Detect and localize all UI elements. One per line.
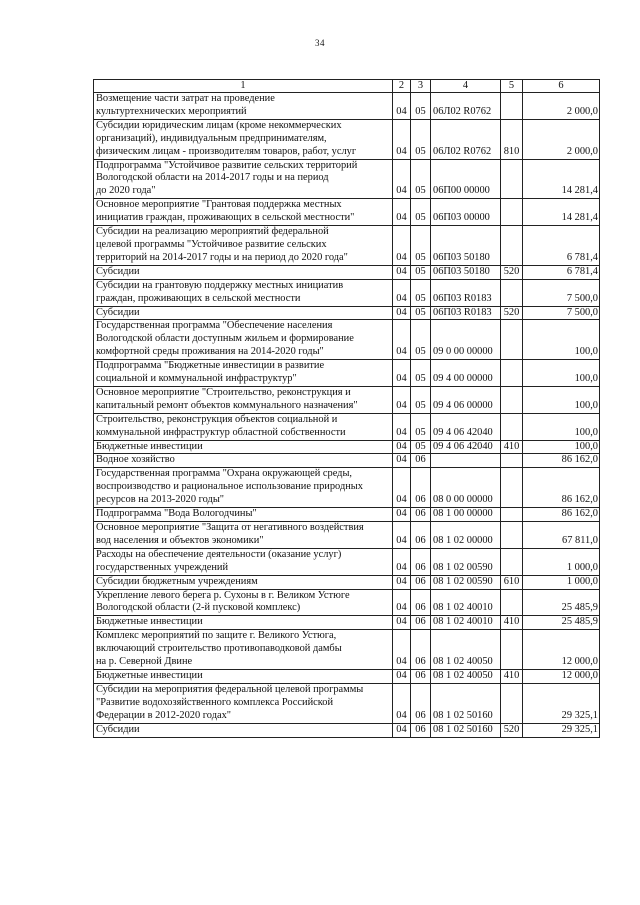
row-name: Строительство, реконструкция объектов социальной и коммунальной инфраструктур областной собственности: [94, 413, 393, 440]
row-amount: 14 281,4: [523, 159, 600, 199]
row-target-article: 06П00 00000: [431, 159, 501, 199]
row-amount: 6 781,4: [523, 265, 600, 279]
row-section: 04: [393, 508, 411, 522]
row-subsection: 05: [411, 265, 431, 279]
row-subsection: 05: [411, 360, 431, 387]
table-row: [94, 413, 600, 440]
row-target-article: 08 1 02 00000: [431, 522, 501, 549]
row-name: Расходы на обеспечение деятельности (оказание услуг) государственных учреждений: [94, 548, 393, 575]
row-amount: 86 162,0: [523, 468, 600, 508]
row-section: 04: [393, 454, 411, 468]
row-target-article: 08 1 02 50160: [431, 683, 501, 723]
row-subsection: 06: [411, 454, 431, 468]
row-section: 04: [393, 413, 411, 440]
row-expense-type: [501, 159, 523, 199]
table-row: [94, 616, 600, 630]
row-target-article: 09 0 00 00000: [431, 320, 501, 360]
row-name: Основное мероприятие "Защита от негативного воздействия вод населения и объектов экономики": [94, 522, 393, 549]
header-subsection: 3: [411, 80, 431, 93]
row-section: 04: [393, 440, 411, 454]
table-row: [94, 723, 600, 737]
table-row: [94, 575, 600, 589]
row-subsection: 05: [411, 226, 431, 266]
row-amount: 29 325,1: [523, 683, 600, 723]
row-subsection: 05: [411, 119, 431, 159]
row-amount: 100,0: [523, 360, 600, 387]
row-expense-type: [501, 93, 523, 120]
row-subsection: 05: [411, 306, 431, 320]
row-name: Укрепление левого берега р. Сухоны в г. Великом Устюге Вологодской области (2-й пусковой комплекс): [94, 589, 393, 616]
row-target-article: 06П03 R0183: [431, 279, 501, 306]
row-amount: 1 000,0: [523, 575, 600, 589]
row-target-article: 08 1 02 40050: [431, 630, 501, 670]
row-name: Водное хозяйство: [94, 454, 393, 468]
row-expense-type: [501, 413, 523, 440]
row-name: Субсидии юридическим лицам (кроме некоммерческих организаций), индивидуальным предпринимателям, физическим лицам - производителям товаров, работ, услуг: [94, 119, 393, 159]
row-amount: 12 000,0: [523, 669, 600, 683]
row-expense-type: 410: [501, 669, 523, 683]
row-target-article: 06П03 R0183: [431, 306, 501, 320]
row-expense-type: 410: [501, 616, 523, 630]
row-name: Субсидии на грантовую поддержку местных инициатив граждан, проживающих в сельской местности: [94, 279, 393, 306]
row-expense-type: 610: [501, 575, 523, 589]
row-target-article: 09 4 06 00000: [431, 386, 501, 413]
table-row: [94, 440, 600, 454]
row-name: Основное мероприятие "Строительство, реконструкция и капитальный ремонт объектов коммунального назначения": [94, 386, 393, 413]
row-subsection: 06: [411, 575, 431, 589]
row-amount: 86 162,0: [523, 454, 600, 468]
row-amount: 12 000,0: [523, 630, 600, 670]
row-expense-type: [501, 360, 523, 387]
table-row: [94, 683, 600, 723]
row-name: Государственная программа "Охрана окружающей среды, воспроизводство и рациональное использование природных ресурсов на 2013-2020 годы": [94, 468, 393, 508]
row-target-article: 06П03 50180: [431, 226, 501, 266]
table-body: [94, 93, 600, 738]
row-amount: 2 000,0: [523, 119, 600, 159]
row-name: Бюджетные инвестиции: [94, 440, 393, 454]
table-row: [94, 159, 600, 199]
row-amount: 100,0: [523, 440, 600, 454]
row-target-article: 08 1 02 00590: [431, 575, 501, 589]
row-section: 04: [393, 226, 411, 266]
row-section: 04: [393, 199, 411, 226]
table-header-row: [94, 80, 600, 93]
row-name: Комплекс мероприятий по защите г. Великого Устюга, включающий строительство противопаводковой дамбы на р. Северной Двине: [94, 630, 393, 670]
row-expense-type: [501, 320, 523, 360]
table-row: [94, 93, 600, 120]
row-subsection: 06: [411, 683, 431, 723]
row-expense-type: [501, 589, 523, 616]
row-expense-type: [501, 199, 523, 226]
row-name: Субсидии бюджетным учреждениям: [94, 575, 393, 589]
row-subsection: 05: [411, 159, 431, 199]
row-amount: 100,0: [523, 386, 600, 413]
row-subsection: 06: [411, 508, 431, 522]
row-name: Подпрограмма "Бюджетные инвестиции в развитие социальной и коммунальной инфраструктур": [94, 360, 393, 387]
header-expense-type: 5: [501, 80, 523, 93]
row-target-article: 06П03 50180: [431, 265, 501, 279]
row-amount: 86 162,0: [523, 508, 600, 522]
row-expense-type: 520: [501, 723, 523, 737]
row-expense-type: 520: [501, 306, 523, 320]
table-row: [94, 589, 600, 616]
row-amount: 25 485,9: [523, 616, 600, 630]
row-name: Подпрограмма "Устойчивое развитие сельских территорий Вологодской области на 2014-2017 годы и на период до 2020 года": [94, 159, 393, 199]
table-row: [94, 119, 600, 159]
row-target-article: 08 1 02 40050: [431, 669, 501, 683]
row-section: 04: [393, 669, 411, 683]
row-target-article: 08 1 00 00000: [431, 508, 501, 522]
header-target-article: 4: [431, 80, 501, 93]
table-row: [94, 669, 600, 683]
row-section: 04: [393, 360, 411, 387]
row-target-article: 08 1 02 00590: [431, 548, 501, 575]
row-section: 04: [393, 119, 411, 159]
row-name: Субсидии на реализацию мероприятий федеральной целевой программы "Устойчивое развитие сельских территорий на 2014-2017 годы и на период до 2020 года": [94, 226, 393, 266]
row-expense-type: [501, 522, 523, 549]
table-row: [94, 508, 600, 522]
table-row: [94, 226, 600, 266]
row-expense-type: 520: [501, 265, 523, 279]
table-row: [94, 386, 600, 413]
row-section: 04: [393, 683, 411, 723]
row-section: 04: [393, 589, 411, 616]
row-expense-type: [501, 279, 523, 306]
header-name: 1: [94, 80, 393, 93]
row-subsection: 06: [411, 630, 431, 670]
row-amount: 2 000,0: [523, 93, 600, 120]
row-target-article: 08 1 02 50160: [431, 723, 501, 737]
row-amount: 6 781,4: [523, 226, 600, 266]
row-subsection: 05: [411, 413, 431, 440]
row-expense-type: [501, 468, 523, 508]
row-target-article: [431, 454, 501, 468]
row-target-article: 06Л02 R0762: [431, 119, 501, 159]
row-section: 04: [393, 575, 411, 589]
row-target-article: 08 1 02 40010: [431, 616, 501, 630]
header-amount: 6: [523, 80, 600, 93]
row-name: Возмещение части затрат на проведение культуртехнических мероприятий: [94, 93, 393, 120]
table-row: [94, 360, 600, 387]
row-name: Основное мероприятие "Грантовая поддержка местных инициатив граждан, проживающих в сельской местности": [94, 199, 393, 226]
row-amount: 14 281,4: [523, 199, 600, 226]
row-name: Государственная программа "Обеспечение населения Вологодской области доступным жильем и формирование комфортной среды проживания на 2014-2020 годы": [94, 320, 393, 360]
row-name: Субсидии: [94, 723, 393, 737]
row-section: 04: [393, 522, 411, 549]
row-subsection: 06: [411, 669, 431, 683]
row-target-article: 09 4 00 00000: [431, 360, 501, 387]
row-subsection: 06: [411, 616, 431, 630]
row-section: 04: [393, 468, 411, 508]
row-target-article: 06Л02 R0762: [431, 93, 501, 120]
table-row: [94, 468, 600, 508]
row-target-article: 08 1 02 40010: [431, 589, 501, 616]
header-section: 2: [393, 80, 411, 93]
table-row: [94, 306, 600, 320]
row-amount: 67 811,0: [523, 522, 600, 549]
page-number: 34: [315, 38, 325, 48]
row-expense-type: 810: [501, 119, 523, 159]
row-section: 04: [393, 159, 411, 199]
row-amount: 7 500,0: [523, 279, 600, 306]
row-amount: 29 325,1: [523, 723, 600, 737]
row-subsection: 06: [411, 468, 431, 508]
row-subsection: 06: [411, 723, 431, 737]
row-subsection: 06: [411, 589, 431, 616]
table-row: [94, 522, 600, 549]
row-expense-type: [501, 508, 523, 522]
row-name: Субсидии на мероприятия федеральной целевой программы "Развитие водохозяйственного комплекса Российской Федерации в 2012-2020 годах": [94, 683, 393, 723]
table-row: [94, 454, 600, 468]
row-expense-type: [501, 226, 523, 266]
row-section: 04: [393, 265, 411, 279]
row-expense-type: [501, 630, 523, 670]
row-expense-type: 410: [501, 440, 523, 454]
row-subsection: 06: [411, 522, 431, 549]
row-subsection: 05: [411, 440, 431, 454]
row-subsection: 05: [411, 386, 431, 413]
row-subsection: 05: [411, 93, 431, 120]
row-subsection: 05: [411, 279, 431, 306]
budget-table: [93, 79, 600, 738]
row-name: Субсидии: [94, 306, 393, 320]
table-row: [94, 265, 600, 279]
row-name: Подпрограмма "Вода Вологодчины": [94, 508, 393, 522]
row-section: 04: [393, 723, 411, 737]
row-section: 04: [393, 616, 411, 630]
row-expense-type: [501, 454, 523, 468]
row-section: 04: [393, 386, 411, 413]
table-row: [94, 320, 600, 360]
row-amount: 25 485,9: [523, 589, 600, 616]
row-target-article: 09 4 06 42040: [431, 413, 501, 440]
row-section: 04: [393, 306, 411, 320]
row-amount: 100,0: [523, 320, 600, 360]
row-expense-type: [501, 548, 523, 575]
row-amount: 7 500,0: [523, 306, 600, 320]
row-amount: 100,0: [523, 413, 600, 440]
row-name: Бюджетные инвестиции: [94, 616, 393, 630]
row-section: 04: [393, 548, 411, 575]
table-row: [94, 279, 600, 306]
row-section: 04: [393, 630, 411, 670]
row-subsection: 05: [411, 199, 431, 226]
table-row: [94, 548, 600, 575]
table-row: [94, 630, 600, 670]
row-name: Бюджетные инвестиции: [94, 669, 393, 683]
row-section: 04: [393, 320, 411, 360]
row-amount: 1 000,0: [523, 548, 600, 575]
row-section: 04: [393, 93, 411, 120]
row-expense-type: [501, 386, 523, 413]
row-target-article: 06П03 00000: [431, 199, 501, 226]
row-target-article: 08 0 00 00000: [431, 468, 501, 508]
row-target-article: 09 4 06 42040: [431, 440, 501, 454]
table-row: [94, 199, 600, 226]
row-expense-type: [501, 683, 523, 723]
row-name: Субсидии: [94, 265, 393, 279]
row-section: 04: [393, 279, 411, 306]
row-subsection: 05: [411, 320, 431, 360]
row-subsection: 06: [411, 548, 431, 575]
